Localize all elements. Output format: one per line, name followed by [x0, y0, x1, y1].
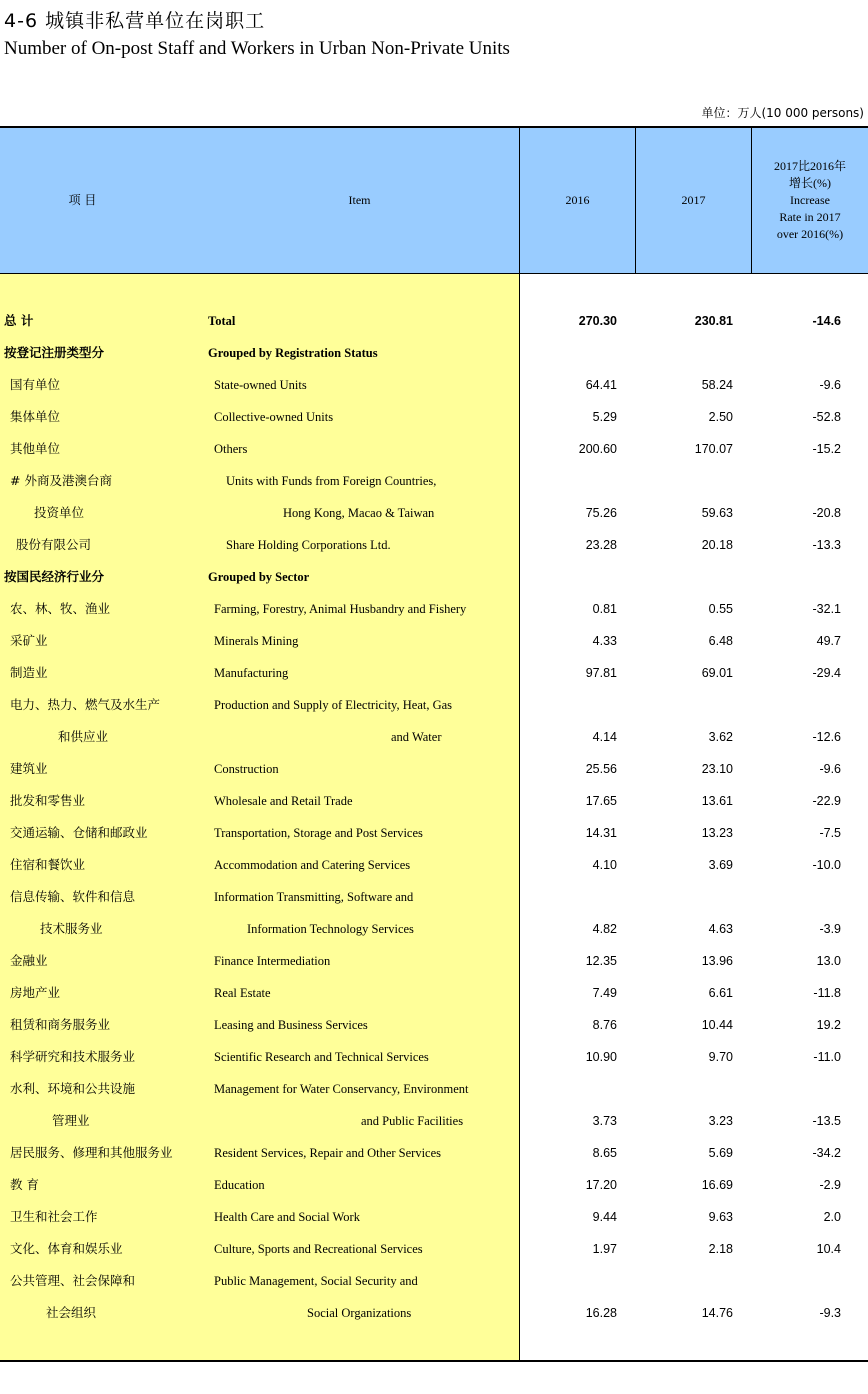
- row-label-cn: 股份有限公司: [16, 537, 92, 552]
- row-label-cn: 文化、体育和娱乐业: [10, 1241, 123, 1256]
- row-label-cn: 信息传输、软件和信息: [10, 889, 136, 904]
- value-2016: 17.65: [585, 794, 617, 808]
- row-label-en: Wholesale and Retail Trade: [214, 794, 353, 808]
- value-2016: 4.82: [592, 922, 617, 936]
- row-label-en: Management for Water Conservancy, Environment: [214, 1082, 469, 1096]
- value-2016: 17.20: [585, 1178, 617, 1192]
- page-title-en: Number of On-post Staff and Workers in Urban Non-Private Units: [4, 38, 510, 59]
- unit-label: 单位：万人(10 000 persons): [701, 106, 864, 120]
- value-2016: 0.81: [592, 602, 617, 616]
- row-label-en: Transportation, Storage and Post Services: [214, 826, 423, 840]
- row-label-en: Finance Intermediation: [214, 954, 331, 968]
- row-label-en: Real Estate: [214, 986, 271, 1000]
- value-2017: 2.18: [708, 1242, 733, 1256]
- table-bottom-rule: [0, 1360, 868, 1362]
- row-label-cn: 制造业: [10, 665, 48, 680]
- row-label-cn: 金融业: [10, 953, 48, 968]
- value-2016: 1.97: [592, 1242, 617, 1256]
- value-growth-rate: -12.6: [812, 730, 841, 744]
- value-2017: 0.55: [708, 602, 733, 616]
- row-label-en: Hong Kong, Macao & Taiwan: [283, 506, 435, 520]
- row-label-cn: 投资单位: [34, 505, 85, 520]
- value-growth-rate: -29.4: [812, 666, 841, 680]
- row-label-cn: 建筑业: [10, 761, 48, 776]
- value-growth-rate: 19.2: [816, 1018, 841, 1032]
- value-2016: 10.90: [585, 1050, 617, 1064]
- row-label-en: Minerals Mining: [214, 634, 299, 648]
- row-label-cn: 教 育: [10, 1177, 39, 1192]
- header-growth-line: 2017比2016年: [773, 159, 846, 173]
- table-row: [0, 977, 868, 1009]
- table-row: [0, 337, 868, 369]
- value-2017: 4.63: [708, 922, 733, 936]
- value-growth-rate: -20.8: [812, 506, 841, 520]
- value-growth-rate: -9.6: [819, 762, 841, 776]
- row-label-en: Others: [214, 442, 248, 456]
- value-2017: 2.50: [708, 410, 733, 424]
- value-2017: 20.18: [701, 538, 733, 552]
- row-label-en: Production and Supply of Electricity, Heat, Gas: [214, 698, 453, 712]
- value-growth-rate: -13.5: [812, 1114, 841, 1128]
- table-row: [0, 1105, 868, 1137]
- row-label-cn: 农、林、牧、渔业: [10, 601, 111, 616]
- row-label-cn: 批发和零售业: [10, 793, 86, 808]
- table-row: [0, 945, 868, 977]
- value-2016: 9.44: [592, 1210, 617, 1224]
- value-2017: 10.44: [701, 1018, 733, 1032]
- row-label-cn: 住宿和餐饮业: [10, 857, 86, 872]
- value-2017: 230.81: [694, 314, 733, 328]
- value-2016: 16.28: [585, 1306, 617, 1320]
- table-row: [0, 657, 868, 689]
- table-row: [0, 1201, 868, 1233]
- table-row: [0, 529, 868, 561]
- row-label-en: and Public Facilities: [361, 1114, 464, 1128]
- header-growth-line: Rate in 2017: [779, 210, 841, 224]
- row-label-en: Information Transmitting, Software and: [214, 890, 414, 904]
- value-2017: 58.24: [701, 378, 733, 392]
- row-label-cn: 公共管理、社会保障和: [10, 1273, 136, 1288]
- header-2017: 2017: [681, 193, 706, 207]
- value-2017: 16.69: [701, 1178, 733, 1192]
- row-label-cn: 其他单位: [10, 441, 61, 456]
- value-growth-rate: 2.0: [823, 1210, 841, 1224]
- table-row: [0, 305, 868, 337]
- value-growth-rate: -11.0: [813, 1050, 841, 1064]
- table-row: [0, 913, 868, 945]
- table-row: [0, 401, 868, 433]
- value-2016: 25.56: [585, 762, 617, 776]
- table-row: [0, 1137, 868, 1169]
- value-2017: 3.62: [708, 730, 733, 744]
- row-label-cn: 管理业: [52, 1113, 90, 1128]
- value-2016: 75.26: [585, 506, 617, 520]
- value-2016: 4.10: [592, 858, 617, 872]
- row-label-en: Leasing and Business Services: [214, 1018, 368, 1032]
- table-row: [0, 433, 868, 465]
- value-2016: 14.31: [585, 826, 617, 840]
- row-label-en: Units with Funds from Foreign Countries,: [226, 474, 437, 488]
- value-2017: 59.63: [701, 506, 733, 520]
- row-label-en: Culture, Sports and Recreational Services: [214, 1242, 423, 1256]
- table-row: [0, 721, 868, 753]
- header-growth-rate: [752, 128, 868, 273]
- row-label-cn: 租赁和商务服务业: [10, 1017, 111, 1032]
- row-label-en: Share Holding Corporations Ltd.: [226, 538, 391, 552]
- value-2017: 23.10: [701, 762, 733, 776]
- value-2017: 13.61: [701, 794, 733, 808]
- value-growth-rate: 13.0: [816, 954, 841, 968]
- row-label-cn: 房地产业: [10, 985, 61, 1000]
- table-row: [0, 497, 868, 529]
- row-label-en: Scientific Research and Technical Services: [214, 1050, 429, 1064]
- value-growth-rate: -52.8: [812, 410, 841, 424]
- value-growth-rate: -9.3: [819, 1306, 841, 1320]
- table-row: [0, 1169, 868, 1201]
- table-row: [0, 561, 868, 593]
- value-growth-rate: -9.6: [819, 378, 841, 392]
- row-label-en: and Water: [391, 730, 442, 744]
- table-row: [0, 785, 868, 817]
- page-title-cn: 4-6 城镇非私营单位在岗职工: [4, 10, 266, 32]
- row-label-en: Health Care and Social Work: [214, 1210, 360, 1224]
- row-label-cn: 科学研究和技术服务业: [10, 1049, 136, 1064]
- table-row: [0, 1297, 868, 1329]
- row-label-cn: 社会组织: [46, 1305, 97, 1320]
- header-growth-line: 增长(%): [788, 176, 831, 190]
- value-2017: 13.23: [701, 826, 733, 840]
- row-label-cn: 卫生和社会工作: [10, 1209, 98, 1224]
- table-row: [0, 625, 868, 657]
- value-2017: 170.07: [694, 442, 733, 456]
- row-label-en: Grouped by Sector: [208, 570, 310, 584]
- value-2017: 9.63: [708, 1210, 733, 1224]
- value-2017: 3.23: [708, 1114, 733, 1128]
- row-label-cn: 居民服务、修理和其他服务业: [10, 1145, 173, 1160]
- value-2017: 6.61: [708, 986, 733, 1000]
- value-growth-rate: -13.3: [812, 538, 841, 552]
- header-growth-line: over 2016(%): [776, 227, 844, 241]
- row-label-cn: 集体单位: [10, 409, 61, 424]
- value-growth-rate: -32.1: [812, 602, 841, 616]
- value-2016: 200.60: [578, 442, 617, 456]
- row-label-cn: 和供应业: [58, 729, 109, 744]
- table-row: [0, 1073, 868, 1105]
- row-label-cn: 水利、环境和公共设施: [10, 1081, 136, 1096]
- row-label-cn: # 外商及港澳台商: [10, 473, 112, 488]
- row-label-cn: 采矿业: [10, 633, 48, 648]
- value-growth-rate: -3.9: [819, 922, 841, 936]
- value-2017: 5.69: [708, 1146, 733, 1160]
- value-growth-rate: -11.8: [813, 986, 841, 1000]
- table-row: [0, 881, 868, 913]
- table-row: [0, 593, 868, 625]
- row-label-en: Manufacturing: [214, 666, 289, 680]
- row-label-cn: 总 计: [4, 313, 34, 328]
- value-2016: 3.73: [592, 1114, 617, 1128]
- row-label-en: Education: [214, 1178, 265, 1192]
- value-2017: 13.96: [701, 954, 733, 968]
- header-item-cn: 项 目: [68, 193, 97, 207]
- row-label-en: Construction: [214, 762, 279, 776]
- value-2016: 4.33: [592, 634, 617, 648]
- value-2016: 7.49: [592, 986, 617, 1000]
- table-row: [0, 1041, 868, 1073]
- row-label-en: Resident Services, Repair and Other Services: [214, 1146, 442, 1160]
- row-label-en: Collective-owned Units: [214, 410, 334, 424]
- table-row: [0, 817, 868, 849]
- row-label-en: Grouped by Registration Status: [208, 346, 378, 360]
- row-label-en: Accommodation and Catering Services: [214, 858, 411, 872]
- value-2017: 69.01: [701, 666, 733, 680]
- value-growth-rate: -15.2: [812, 442, 841, 456]
- table-row: [0, 465, 868, 497]
- value-2016: 12.35: [585, 954, 617, 968]
- table-row: [0, 753, 868, 785]
- row-label-en: Information Technology Services: [247, 922, 414, 936]
- row-label-en: State-owned Units: [214, 378, 307, 392]
- row-label-cn: 国有单位: [10, 377, 61, 392]
- table-row: [0, 849, 868, 881]
- value-growth-rate: 49.7: [816, 634, 841, 648]
- row-label-en: Social Organizations: [307, 1306, 412, 1320]
- table-header: [0, 128, 868, 274]
- header-item-en: Item: [348, 193, 371, 207]
- header-2016: 2016: [565, 193, 590, 207]
- value-2017: 3.69: [708, 858, 733, 872]
- value-2016: 23.28: [585, 538, 617, 552]
- value-growth-rate: -22.9: [812, 794, 841, 808]
- table-row: [0, 1009, 868, 1041]
- value-2017: 14.76: [701, 1306, 733, 1320]
- table-row: [0, 689, 868, 721]
- row-label-cn: 技术服务业: [40, 921, 103, 936]
- value-2016: 64.41: [585, 378, 617, 392]
- row-label-en: Total: [208, 314, 236, 328]
- row-label-cn: 按国民经济行业分: [4, 569, 105, 584]
- row-label-cn: 按登记注册类型分: [4, 345, 105, 360]
- value-growth-rate: -7.5: [819, 826, 841, 840]
- value-2017: 6.48: [708, 634, 733, 648]
- value-growth-rate: 10.4: [816, 1242, 841, 1256]
- value-growth-rate: -10.0: [812, 858, 841, 872]
- row-label-cn: 交通运输、仓储和邮政业: [10, 825, 148, 840]
- header-growth-line: Increase: [790, 193, 830, 207]
- value-2016: 4.14: [592, 730, 617, 744]
- row-label-en: Public Management, Social Security and: [214, 1274, 418, 1288]
- value-2016: 97.81: [585, 666, 617, 680]
- row-label-cn: 电力、热力、燃气及水生产: [10, 697, 161, 712]
- value-growth-rate: -2.9: [819, 1178, 841, 1192]
- value-2016: 8.65: [592, 1146, 617, 1160]
- value-growth-rate: -34.2: [812, 1146, 841, 1160]
- row-label-en: Farming, Forestry, Animal Husbandry and Fishery: [214, 602, 467, 616]
- table-row: [0, 1265, 868, 1297]
- value-2016: 8.76: [592, 1018, 617, 1032]
- table-row: [0, 369, 868, 401]
- value-growth-rate: -14.6: [812, 314, 841, 328]
- value-2016: 270.30: [578, 314, 617, 328]
- value-2016: 5.29: [592, 410, 617, 424]
- value-2017: 9.70: [708, 1050, 733, 1064]
- table-row: [0, 1233, 868, 1265]
